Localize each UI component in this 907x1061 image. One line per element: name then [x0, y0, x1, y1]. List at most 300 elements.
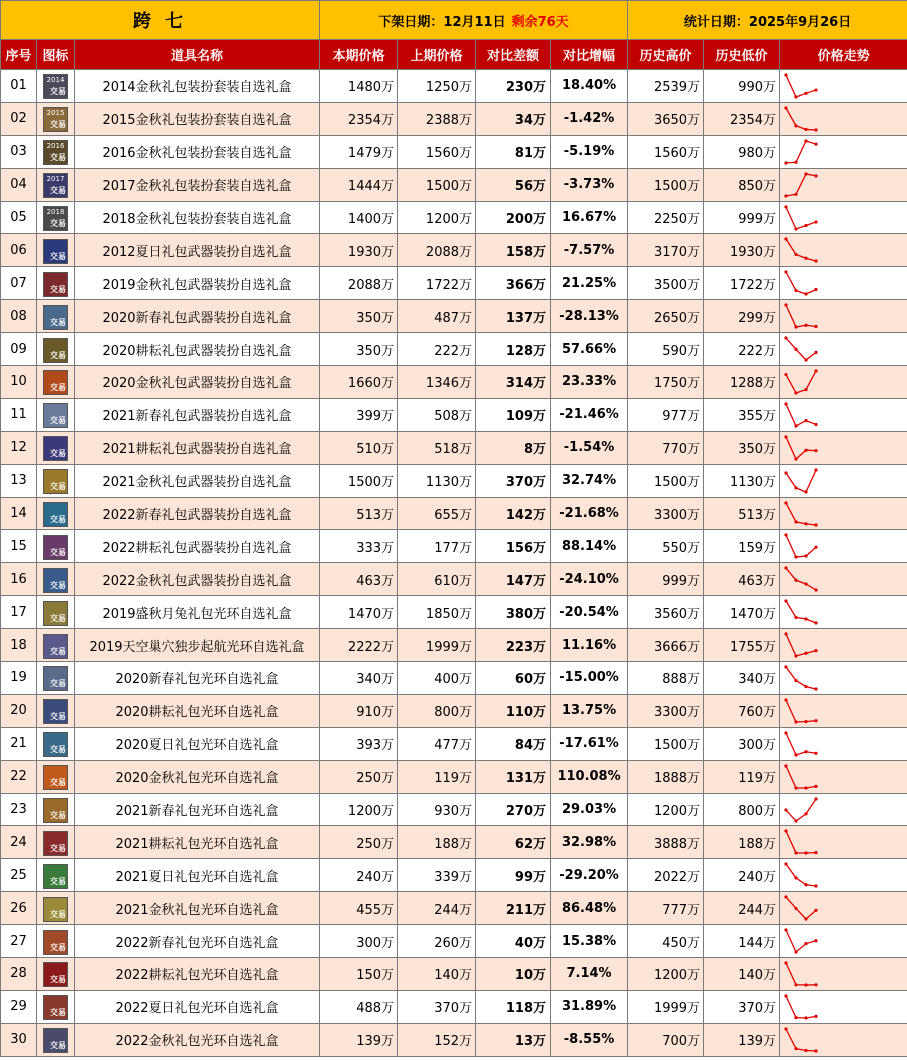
- trend-line: [786, 733, 816, 755]
- table-row: [1, 563, 907, 596]
- gift-box-icon: [43, 732, 68, 757]
- trend-point: [794, 457, 797, 460]
- trend-point: [784, 304, 787, 307]
- current-price: 393万: [320, 727, 398, 760]
- history-high: 777万: [628, 892, 704, 925]
- row-number: 01: [1, 70, 37, 103]
- trend-point: [814, 288, 817, 291]
- price-diff: 34万: [476, 102, 551, 135]
- trend-point: [784, 471, 787, 474]
- trend-sparkline: [784, 204, 824, 232]
- price-change-pct: -1.42%: [551, 102, 628, 135]
- icon-trade-label: 交易: [50, 219, 66, 228]
- history-high: 3170万: [628, 234, 704, 267]
- price-change-pct: 16.67%: [551, 201, 628, 234]
- item-name: 2015金秋礼包装扮套装自选礼盒: [75, 102, 320, 135]
- item-name: 2021金秋礼包武器装扮自选礼盒: [75, 464, 320, 497]
- trend-point: [794, 654, 797, 657]
- trend-point: [784, 665, 787, 668]
- history-low: 340万: [704, 662, 780, 695]
- trend-line: [786, 305, 816, 327]
- previous-price: 1250万: [398, 70, 476, 103]
- trend-point: [794, 753, 797, 756]
- row-number: 14: [1, 497, 37, 530]
- trend-line: [786, 963, 816, 985]
- item-icon-cell: [37, 892, 75, 925]
- icon-trade-label: 交易: [50, 712, 66, 722]
- trend-line: [786, 535, 816, 557]
- history-low: 244万: [704, 892, 780, 925]
- trend-line: [786, 864, 816, 886]
- table-row: [1, 135, 907, 168]
- table-row: [1, 201, 907, 234]
- trend-point: [814, 369, 817, 372]
- item-name: 2022金秋礼包光环自选礼盒: [75, 1023, 320, 1056]
- item-icon-cell: [37, 366, 75, 399]
- item-name: 2021夏日礼包光环自选礼盒: [75, 859, 320, 892]
- trend-point: [784, 863, 787, 866]
- current-price: 455万: [320, 892, 398, 925]
- trend-point: [804, 358, 807, 361]
- current-price: 150万: [320, 958, 398, 991]
- trend-point: [814, 649, 817, 652]
- trend-sparkline: [784, 960, 824, 988]
- row-number: 13: [1, 464, 37, 497]
- history-low: 1470万: [704, 596, 780, 629]
- price-change-pct: -20.54%: [551, 596, 628, 629]
- price-diff: 156万: [476, 530, 551, 563]
- price-change-pct: 110.08%: [551, 760, 628, 793]
- trend-point: [814, 1015, 817, 1018]
- current-price: 1444万: [320, 168, 398, 201]
- history-low: 240万: [704, 859, 780, 892]
- price-change-pct: 21.25%: [551, 267, 628, 300]
- previous-price: 655万: [398, 497, 476, 530]
- trend-point: [784, 896, 787, 899]
- item-name: 2022耕耘礼包光环自选礼盒: [75, 958, 320, 991]
- row-number: 06: [1, 234, 37, 267]
- gift-box-icon: [43, 699, 68, 724]
- title-row: [1, 1, 907, 40]
- trend-point: [804, 388, 807, 391]
- history-low: 2354万: [704, 102, 780, 135]
- server-title: 跨 七: [1, 1, 320, 40]
- trend-point: [804, 223, 807, 226]
- trend-line: [786, 700, 816, 722]
- trend-point: [804, 883, 807, 886]
- trend-point: [794, 983, 797, 986]
- current-price: 240万: [320, 859, 398, 892]
- row-number: 23: [1, 793, 37, 826]
- trend-sparkline: [784, 335, 824, 363]
- trend-sparkline: [784, 105, 824, 133]
- trend-point: [794, 556, 797, 559]
- table-row: [1, 497, 907, 530]
- trend-cell: [780, 234, 907, 267]
- trend-point: [794, 326, 797, 329]
- history-low: 119万: [704, 760, 780, 793]
- item-name: 2017金秋礼包装扮套装自选礼盒: [75, 168, 320, 201]
- row-number: 18: [1, 629, 37, 662]
- previous-price: 610万: [398, 563, 476, 596]
- trend-sparkline: [784, 467, 824, 495]
- current-price: 463万: [320, 563, 398, 596]
- trend-cell: [780, 333, 907, 366]
- table-row: [1, 892, 907, 925]
- item-name: 2020新春礼包武器装扮自选礼盒: [75, 300, 320, 333]
- item-icon-cell: [37, 431, 75, 464]
- item-name: 2021新春礼包武器装扮自选礼盒: [75, 398, 320, 431]
- trend-line: [786, 470, 816, 492]
- item-icon-cell: [37, 102, 75, 135]
- gift-box-icon: [43, 798, 68, 823]
- row-number: 08: [1, 300, 37, 333]
- history-high: 3560万: [628, 596, 704, 629]
- table-row: [1, 464, 907, 497]
- trend-line: [786, 503, 816, 525]
- current-price: 1479万: [320, 135, 398, 168]
- table-row: [1, 267, 907, 300]
- item-icon-cell: [37, 300, 75, 333]
- item-name: 2019天空巢穴独步起航光环自选礼盒: [75, 629, 320, 662]
- trend-point: [804, 172, 807, 175]
- trend-point: [794, 424, 797, 427]
- item-name: 2020新春礼包光环自选礼盒: [75, 662, 320, 695]
- current-price: 510万: [320, 431, 398, 464]
- icon-trade-label: 交易: [50, 350, 66, 360]
- current-price: 2354万: [320, 102, 398, 135]
- gift-box-icon: [43, 568, 68, 593]
- trend-point: [814, 909, 817, 912]
- history-high: 888万: [628, 662, 704, 695]
- table-row: [1, 102, 907, 135]
- item-name: 2022耕耘礼包武器装扮自选礼盒: [75, 530, 320, 563]
- icon-year: 2018: [46, 208, 65, 216]
- table-row: [1, 398, 907, 431]
- item-icon-cell: [37, 464, 75, 497]
- trend-point: [794, 1016, 797, 1019]
- trend-point: [794, 520, 797, 523]
- price-change-pct: 32.74%: [551, 464, 628, 497]
- price-change-pct: -21.68%: [551, 497, 628, 530]
- current-price: 2222万: [320, 629, 398, 662]
- item-name: 2020金秋礼包武器装扮自选礼盒: [75, 366, 320, 399]
- price-diff: 110万: [476, 694, 551, 727]
- stat-info: [628, 1, 907, 40]
- table-row: [1, 990, 907, 1023]
- table-row: [1, 629, 907, 662]
- trend-point: [794, 391, 797, 394]
- price-change-pct: -5.19%: [551, 135, 628, 168]
- trend-line: [786, 239, 816, 261]
- previous-price: 222万: [398, 333, 476, 366]
- trend-point: [784, 402, 787, 405]
- trend-point: [784, 808, 787, 811]
- price-diff: 56万: [476, 168, 551, 201]
- previous-price: 1346万: [398, 366, 476, 399]
- price-diff: 99万: [476, 859, 551, 892]
- icon-trade-label: 交易: [50, 876, 66, 886]
- trend-point: [804, 1049, 807, 1052]
- trend-point: [814, 88, 817, 91]
- col-trend: 价格走势: [780, 40, 907, 70]
- previous-price: 1850万: [398, 596, 476, 629]
- history-high: 999万: [628, 563, 704, 596]
- stat-date: 2025年9月26日: [748, 14, 852, 30]
- icon-trade-label: 交易: [50, 778, 66, 788]
- previous-price: 119万: [398, 760, 476, 793]
- item-icon-cell: [37, 990, 75, 1023]
- previous-price: 339万: [398, 859, 476, 892]
- current-price: 1470万: [320, 596, 398, 629]
- icon-trade-label: 交易: [50, 482, 66, 492]
- current-price: 1400万: [320, 201, 398, 234]
- item-icon-cell: [37, 1023, 75, 1056]
- price-change-pct: 57.66%: [551, 333, 628, 366]
- icon-trade-label: 交易: [50, 613, 66, 623]
- previous-price: 1200万: [398, 201, 476, 234]
- item-icon-cell: [37, 497, 75, 530]
- trend-point: [814, 784, 817, 787]
- history-high: 1500万: [628, 464, 704, 497]
- gift-box-icon: [43, 206, 68, 231]
- trend-cell: [780, 793, 907, 826]
- previous-price: 1722万: [398, 267, 476, 300]
- icon-year: 2015: [46, 109, 65, 118]
- price-change-pct: -1.54%: [551, 431, 628, 464]
- trend-point: [784, 994, 787, 997]
- trend-point: [804, 324, 807, 327]
- trend-cell: [780, 629, 907, 662]
- col-high: 历史高价: [628, 40, 704, 70]
- item-name: 2022新春礼包光环自选礼盒: [75, 925, 320, 958]
- trend-point: [784, 271, 787, 274]
- trend-point: [804, 685, 807, 688]
- gift-box-icon: [43, 995, 68, 1020]
- previous-price: 508万: [398, 398, 476, 431]
- history-high: 3500万: [628, 267, 704, 300]
- trend-point: [804, 419, 807, 422]
- price-diff: 147万: [476, 563, 551, 596]
- trend-cell: [780, 925, 907, 958]
- icon-trade-label: 交易: [50, 317, 66, 327]
- gift-box-icon: [43, 338, 68, 363]
- table-row: [1, 70, 907, 103]
- row-number: 15: [1, 530, 37, 563]
- history-low: 1288万: [704, 366, 780, 399]
- trend-point: [804, 852, 807, 855]
- current-price: 513万: [320, 497, 398, 530]
- price-change-pct: -17.61%: [551, 727, 628, 760]
- gift-box-icon: [43, 469, 68, 494]
- trend-line: [786, 568, 816, 590]
- trend-point: [814, 851, 817, 854]
- price-change-pct: -28.13%: [551, 300, 628, 333]
- trend-sparkline: [784, 664, 824, 692]
- trend-point: [814, 885, 817, 888]
- trend-line: [786, 667, 816, 689]
- price-diff: 10万: [476, 958, 551, 991]
- item-name: 2021新春礼包光环自选礼盒: [75, 793, 320, 826]
- history-low: 300万: [704, 727, 780, 760]
- price-change-pct: -3.73%: [551, 168, 628, 201]
- price-change-pct: 15.38%: [551, 925, 628, 958]
- history-high: 550万: [628, 530, 704, 563]
- trend-sparkline: [784, 927, 824, 955]
- trend-line: [786, 1029, 816, 1051]
- previous-price: 140万: [398, 958, 476, 991]
- history-high: 3888万: [628, 826, 704, 859]
- trend-cell: [780, 990, 907, 1023]
- icon-trade-label: 交易: [50, 416, 66, 426]
- price-diff: 131万: [476, 760, 551, 793]
- gift-box-icon: [43, 864, 68, 889]
- item-icon-cell: [37, 793, 75, 826]
- price-diff: 8万: [476, 431, 551, 464]
- row-number: 11: [1, 398, 37, 431]
- row-number: 22: [1, 760, 37, 793]
- history-low: 144万: [704, 925, 780, 958]
- trend-cell: [780, 300, 907, 333]
- trend-point: [814, 719, 817, 722]
- history-high: 1750万: [628, 366, 704, 399]
- table-body: [1, 70, 907, 1057]
- row-number: 26: [1, 892, 37, 925]
- history-low: 159万: [704, 530, 780, 563]
- trend-point: [804, 522, 807, 525]
- trend-cell: [780, 892, 907, 925]
- trend-point: [804, 750, 807, 753]
- gift-box-icon: [43, 930, 68, 955]
- trend-point: [794, 160, 797, 163]
- trend-sparkline: [784, 72, 824, 100]
- col-diff: 对比差额: [476, 40, 551, 70]
- previous-price: 152万: [398, 1023, 476, 1056]
- col-low: 历史低价: [704, 40, 780, 70]
- item-icon-cell: [37, 135, 75, 168]
- trend-point: [794, 877, 797, 880]
- current-price: 250万: [320, 826, 398, 859]
- trend-cell: [780, 398, 907, 431]
- trend-point: [814, 351, 817, 354]
- price-change-pct: 7.14%: [551, 958, 628, 991]
- trend-point: [794, 124, 797, 127]
- col-current-price: 本期价格: [320, 40, 398, 70]
- trend-point: [784, 435, 787, 438]
- trend-sparkline: [784, 171, 824, 199]
- trend-point: [804, 786, 807, 789]
- trend-cell: [780, 168, 907, 201]
- trend-line: [786, 601, 816, 623]
- trend-point: [814, 449, 817, 452]
- history-high: 2250万: [628, 201, 704, 234]
- price-diff: 366万: [476, 267, 551, 300]
- price-change-pct: -24.10%: [551, 563, 628, 596]
- trend-point: [814, 468, 817, 471]
- item-name: 2018金秋礼包装扮套装自选礼盒: [75, 201, 320, 234]
- trend-sparkline: [784, 1026, 824, 1054]
- trend-point: [784, 600, 787, 603]
- trend-cell: [780, 102, 907, 135]
- table-row: [1, 826, 907, 859]
- icon-trade-label: 交易: [50, 679, 66, 689]
- gift-box-icon: [43, 634, 68, 659]
- previous-price: 477万: [398, 727, 476, 760]
- item-icon-cell: [37, 596, 75, 629]
- trend-cell: [780, 694, 907, 727]
- price-change-pct: -8.55%: [551, 1023, 628, 1056]
- trend-point: [794, 819, 797, 822]
- trend-sparkline: [784, 796, 824, 824]
- trend-point: [784, 1027, 787, 1030]
- icon-trade-label: 交易: [50, 515, 66, 525]
- trend-point: [784, 106, 787, 109]
- icon-trade-label: 交易: [50, 449, 66, 459]
- price-diff: 223万: [476, 629, 551, 662]
- history-low: 800万: [704, 793, 780, 826]
- previous-price: 2388万: [398, 102, 476, 135]
- previous-price: 930万: [398, 793, 476, 826]
- history-low: 139万: [704, 1023, 780, 1056]
- col-previous-price: 上期价格: [398, 40, 476, 70]
- history-high: 1999万: [628, 990, 704, 1023]
- item-icon-cell: [37, 727, 75, 760]
- trend-point: [784, 534, 787, 537]
- column-header-row: [1, 40, 907, 70]
- table-row: [1, 300, 907, 333]
- icon-trade-label: 交易: [50, 1041, 66, 1051]
- price-diff: 142万: [476, 497, 551, 530]
- trend-sparkline: [784, 302, 824, 330]
- table-row: [1, 366, 907, 399]
- previous-price: 260万: [398, 925, 476, 958]
- history-low: 370万: [704, 990, 780, 1023]
- history-low: 350万: [704, 431, 780, 464]
- current-price: 340万: [320, 662, 398, 695]
- trend-point: [814, 622, 817, 625]
- table-row: [1, 694, 907, 727]
- trend-sparkline: [784, 598, 824, 626]
- current-price: 300万: [320, 925, 398, 958]
- trend-point: [814, 523, 817, 526]
- gift-box-icon: [43, 666, 68, 691]
- table-row: [1, 431, 907, 464]
- item-icon-cell: [37, 530, 75, 563]
- trend-cell: [780, 70, 907, 103]
- trend-line: [786, 108, 816, 130]
- trend-point: [784, 731, 787, 734]
- current-price: 1930万: [320, 234, 398, 267]
- history-low: 990万: [704, 70, 780, 103]
- price-diff: 314万: [476, 366, 551, 399]
- item-name: 2021耕耘礼包武器装扮自选礼盒: [75, 431, 320, 464]
- trend-cell: [780, 859, 907, 892]
- row-number: 16: [1, 563, 37, 596]
- price-diff: 40万: [476, 925, 551, 958]
- item-name: 2020夏日礼包光环自选礼盒: [75, 727, 320, 760]
- trend-point: [804, 1016, 807, 1019]
- table-row: [1, 333, 907, 366]
- history-low: 463万: [704, 563, 780, 596]
- trend-line: [786, 799, 816, 821]
- price-diff: 211万: [476, 892, 551, 925]
- trend-line: [786, 404, 816, 426]
- trend-point: [804, 812, 807, 815]
- trend-point: [794, 786, 797, 789]
- table-row: [1, 925, 907, 958]
- previous-price: 1130万: [398, 464, 476, 497]
- previous-price: 400万: [398, 662, 476, 695]
